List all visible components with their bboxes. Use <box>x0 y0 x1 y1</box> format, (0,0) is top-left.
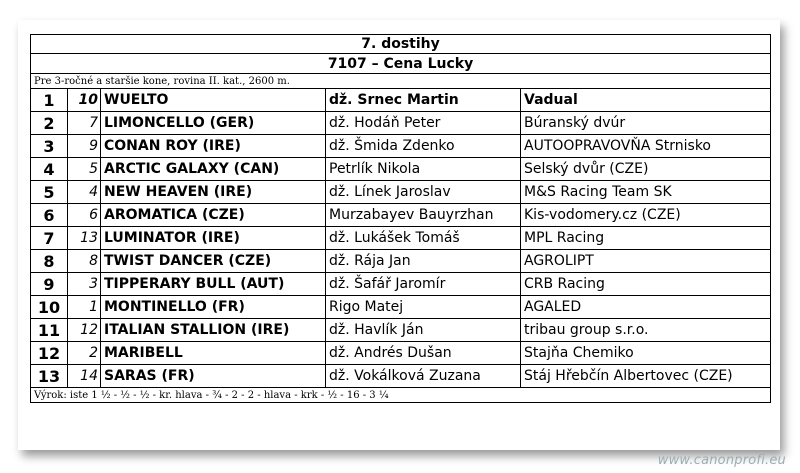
table-row <box>31 158 771 181</box>
table-row <box>31 227 771 250</box>
finish-position: 12 <box>31 342 68 365</box>
horse-name: NEW HEAVEN (IRE) <box>101 181 326 204</box>
horse-name: WUELTO <box>101 89 326 112</box>
finish-position: 6 <box>31 204 68 227</box>
table-row <box>31 135 771 158</box>
saddle-number: 8 <box>68 250 101 273</box>
owner-name: Stajňa Chemiko <box>521 342 771 365</box>
finish-position: 4 <box>31 158 68 181</box>
race-conditions-row <box>31 74 771 89</box>
jockey-name: Rigo Matej <box>326 296 521 319</box>
finish-position: 5 <box>31 181 68 204</box>
horse-name: LIMONCELLO (GER) <box>101 112 326 135</box>
saddle-number: 1 <box>68 296 101 319</box>
finish-position: 11 <box>31 319 68 342</box>
winning-distances: Výrok: iste 1 ½ - ½ - ½ - kr. hlava - ¾ - 2 - 2 - hlava - krk - ½ - 16 - 3 ¼ <box>31 388 771 403</box>
finish-position: 1 <box>31 89 68 112</box>
horse-name: LUMINATOR (IRE) <box>101 227 326 250</box>
race-title-row <box>31 35 771 54</box>
saddle-number: 3 <box>68 273 101 296</box>
owner-name: Selský dvůr (CZE) <box>521 158 771 181</box>
saddle-number: 2 <box>68 342 101 365</box>
results-sheet <box>18 20 780 450</box>
jockey-name: dž. Lukášek Tomáš <box>326 227 521 250</box>
table-row <box>31 112 771 135</box>
saddle-number: 5 <box>68 158 101 181</box>
owner-name: Búranský dvúr <box>521 112 771 135</box>
finish-position: 8 <box>31 250 68 273</box>
race-number-title: 7. dostihy <box>31 35 771 54</box>
distances-row <box>31 388 771 403</box>
saddle-number: 13 <box>68 227 101 250</box>
horse-name: AROMATICA (CZE) <box>101 204 326 227</box>
jockey-name: dž. Línek Jaroslav <box>326 181 521 204</box>
jockey-name: dž. Šafář Jaromír <box>326 273 521 296</box>
table-row <box>31 181 771 204</box>
owner-name: CRB Racing <box>521 273 771 296</box>
table-row <box>31 296 771 319</box>
finish-position: 3 <box>31 135 68 158</box>
jockey-name: Murzabayev Bauyrzhan <box>326 204 521 227</box>
saddle-number: 6 <box>68 204 101 227</box>
saddle-number: 9 <box>68 135 101 158</box>
horse-name: ITALIAN STALLION (IRE) <box>101 319 326 342</box>
jockey-name: dž. Srnec Martin <box>326 89 521 112</box>
table-row <box>31 204 771 227</box>
horse-name: CONAN ROY (IRE) <box>101 135 326 158</box>
jockey-name: dž. Havlík Ján <box>326 319 521 342</box>
owner-name: MPL Racing <box>521 227 771 250</box>
saddle-number: 14 <box>68 365 101 388</box>
horse-name: TWIST DANCER (CZE) <box>101 250 326 273</box>
race-name-row <box>31 54 771 74</box>
finish-position: 2 <box>31 112 68 135</box>
owner-name: AGROLIPT <box>521 250 771 273</box>
table-row <box>31 273 771 296</box>
owner-name: Stáj Hřebčín Albertovec (CZE) <box>521 365 771 388</box>
jockey-name: dž. Šmida Zdenko <box>326 135 521 158</box>
owner-name: M&S Racing Team SK <box>521 181 771 204</box>
jockey-name: Petrlík Nikola <box>326 158 521 181</box>
horse-name: MARIBELL <box>101 342 326 365</box>
table-row <box>31 365 771 388</box>
finish-position: 13 <box>31 365 68 388</box>
owner-name: AUTOOPRAVOVŇA Strnisko <box>521 135 771 158</box>
horse-name: SARAS (FR) <box>101 365 326 388</box>
race-name: 7107 – Cena Lucky <box>31 54 771 74</box>
owner-name: tribau group s.r.o. <box>521 319 771 342</box>
jockey-name: dž. Andrés Dušan <box>326 342 521 365</box>
jockey-name: dž. Vokálková Zuzana <box>326 365 521 388</box>
saddle-number: 10 <box>68 89 101 112</box>
finish-position: 7 <box>31 227 68 250</box>
horse-name: ARCTIC GALAXY (CAN) <box>101 158 326 181</box>
saddle-number: 4 <box>68 181 101 204</box>
owner-name: AGALED <box>521 296 771 319</box>
saddle-number: 12 <box>68 319 101 342</box>
table-row <box>31 319 771 342</box>
finish-position: 9 <box>31 273 68 296</box>
table-row <box>31 342 771 365</box>
watermark: www.canonprofi.eu <box>657 453 786 468</box>
table-row <box>31 250 771 273</box>
saddle-number: 7 <box>68 112 101 135</box>
jockey-name: dž. Hodáň Peter <box>326 112 521 135</box>
owner-name: Kis-vodomery.cz (CZE) <box>521 204 771 227</box>
owner-name: Vadual <box>521 89 771 112</box>
horse-name: MONTINELLO (FR) <box>101 296 326 319</box>
finish-position: 10 <box>31 296 68 319</box>
table-row <box>31 89 771 112</box>
race-conditions: Pre 3-ročné a staršie kone, rovina II. kat., 2600 m. <box>31 74 771 89</box>
horse-name: TIPPERARY BULL (AUT) <box>101 273 326 296</box>
race-results-table <box>30 34 771 403</box>
jockey-name: dž. Rája Jan <box>326 250 521 273</box>
